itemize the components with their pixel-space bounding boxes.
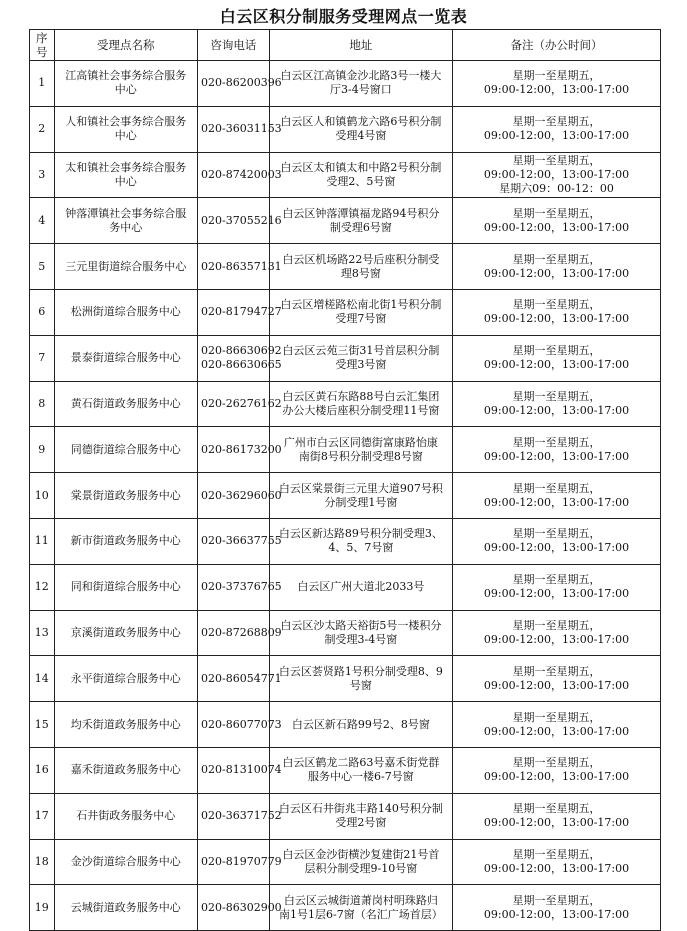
table-header-row: [30, 30, 661, 61]
cell-addr-line: 理8号窗: [340, 266, 381, 280]
cell-name: [54, 518, 197, 564]
table-row: [30, 518, 661, 564]
cell-note-line: 星期一至星期五，: [512, 847, 601, 861]
cell-tel-line: 020-86077073: [200, 717, 282, 731]
cell-tel-line: 020-87420003: [200, 167, 282, 181]
cell-addr-line: 分制受理1号窗: [324, 495, 398, 509]
cell-addr-line: 广州市白云区同德街富康路怡康: [283, 435, 438, 449]
cell-addr: [269, 885, 452, 931]
cell-note-line: 09:00-12:00，13:00-17:00: [483, 83, 630, 97]
cell-note-line: 星期一至星期五，: [512, 344, 601, 358]
header-addr: 地址: [269, 30, 452, 61]
cell-addr-line: 白云区石井街兆丰路140号积分制: [278, 802, 443, 816]
cell-addr-line: 白云区黄石东路88号白云汇集团: [282, 389, 440, 403]
cell-tel-line: 020-86054771: [200, 671, 282, 685]
cell-no: 15: [30, 702, 55, 748]
cell-note-line: 星期一至星期五，: [512, 115, 601, 129]
cell-note: [453, 702, 661, 748]
cell-no: 8: [30, 381, 55, 427]
cell-tel-line: 020-36371752: [200, 809, 282, 823]
cell-note: [453, 152, 661, 198]
cell-note-line: 星期一至星期五，: [512, 527, 601, 541]
cell-tel: [197, 702, 282, 748]
cell-addr: [269, 152, 452, 198]
cell-name: [54, 106, 197, 152]
cell-note-line: 09:00-12:00，13:00-17:00: [483, 770, 630, 784]
cell-note-line: 09:00-12:00，13:00-17:00: [483, 724, 630, 738]
cell-no: 14: [30, 656, 55, 702]
cell-note: [453, 793, 661, 839]
table-row: [30, 152, 661, 198]
table-row: [30, 564, 661, 610]
cell-name-line: 石井街政务服务中心: [76, 809, 176, 823]
cell-tel: [197, 381, 282, 427]
cell-name-line: 钟落潭镇社会事务综合服: [65, 206, 187, 220]
cell-name-line: 京溪街道政务服务中心: [70, 625, 181, 639]
cell-no: 16: [30, 747, 55, 793]
cell-note-line: 星期一至星期五，: [512, 664, 601, 678]
cell-name: [54, 656, 197, 702]
cell-note: [453, 564, 661, 610]
cell-name: [54, 152, 197, 198]
cell-name-line: 新市街道政务服务中心: [70, 534, 181, 548]
cell-note-line: 09:00-12:00，13:00-17:00: [483, 129, 630, 143]
cell-note-line: 09:00-12:00，13:00-17:00: [483, 495, 630, 509]
cell-note-line: 星期一至星期五，: [512, 153, 601, 167]
cell-addr-line: 白云区钟落潭镇福龙路94号积分: [282, 206, 440, 220]
header-name: 受理点名称: [54, 30, 197, 61]
cell-note: [453, 610, 661, 656]
cell-note-line: 09:00-12:00，13:00-17:00: [483, 678, 630, 692]
cell-addr: [269, 518, 452, 564]
cell-tel-line: 020-36637755: [200, 534, 282, 548]
cell-no: 19: [30, 885, 55, 931]
cell-no: 10: [30, 473, 55, 519]
cell-no: 3: [30, 152, 55, 198]
table-row: [30, 473, 661, 519]
table-row: [30, 381, 661, 427]
cell-addr-line: 号窗: [349, 678, 372, 692]
cell-addr: [269, 793, 452, 839]
cell-addr-line: 白云区人和镇鹤龙六路6号积分制: [280, 115, 442, 129]
cell-name-line: 务中心: [109, 220, 143, 234]
table-row: [30, 61, 661, 107]
cell-addr-line: 白云区云城街道萧岗村明珠路归: [283, 893, 438, 907]
cell-addr: [269, 564, 452, 610]
cell-addr-line: 受理4号窗: [335, 129, 387, 143]
cell-addr-line: 办公大楼后座积分制受理11号窗: [282, 403, 440, 417]
cell-note: [453, 885, 661, 931]
cell-name-line: 同德街道综合服务中心: [70, 442, 181, 456]
cell-note-line: 星期一至星期五，: [512, 710, 601, 724]
cell-name-line: 太和镇社会事务综合服务: [65, 160, 187, 174]
cell-name: [54, 747, 197, 793]
cell-tel-line: 020-36031153: [200, 122, 282, 136]
cell-note: [453, 244, 661, 290]
cell-addr-line: 厅3-4号窗口: [330, 83, 392, 97]
cell-addr-line: 白云区广州大道北2033号: [297, 580, 425, 594]
cell-tel-line: 020-81310074: [200, 763, 282, 777]
cell-note: [453, 61, 661, 107]
table-row: [30, 793, 661, 839]
cell-addr: [269, 656, 452, 702]
cell-tel-line: 020-86630665: [200, 358, 282, 372]
table-row: [30, 427, 661, 473]
cell-tel: [197, 427, 282, 473]
cell-tel: [197, 656, 282, 702]
table-row: [30, 335, 661, 381]
cell-name-line: 三元里街道综合服务中心: [65, 259, 187, 273]
cell-note-line: 09:00-12:00，13:00-17:00: [483, 449, 630, 463]
cell-note-line: 09:00-12:00，13:00-17:00: [483, 220, 630, 234]
table-row: [30, 244, 661, 290]
cell-addr: [269, 610, 452, 656]
cell-name: [54, 610, 197, 656]
cell-addr-line: 白云区鹤龙二路63号嘉禾街党群: [282, 756, 440, 770]
cell-tel: [197, 106, 282, 152]
cell-addr: [269, 427, 452, 473]
cell-tel-line: 020-86357131: [200, 259, 282, 273]
cell-tel-line: 020-36296060: [200, 488, 282, 502]
cell-no: 13: [30, 610, 55, 656]
cell-name: [54, 427, 197, 473]
cell-note: [453, 747, 661, 793]
cell-tel: [197, 518, 282, 564]
header-tel: 咨询电话: [197, 30, 269, 61]
cell-addr-line: 白云区增槎路松南北街1号积分制: [280, 298, 442, 312]
cell-addr: [269, 106, 452, 152]
cell-name-line: 人和镇社会事务综合服务: [65, 115, 187, 129]
cell-name: [54, 335, 197, 381]
cell-tel: [197, 335, 282, 381]
cell-addr-line: 白云区江高镇金沙北路3号一楼大: [280, 69, 442, 83]
cell-no: 12: [30, 564, 55, 610]
cell-addr-line: 受理2号窗: [335, 816, 387, 830]
cell-note: [453, 518, 661, 564]
cell-note-line: 09:00-12:00，13:00-17:00: [483, 632, 630, 646]
table-row: [30, 656, 661, 702]
cell-tel: [197, 747, 282, 793]
cell-note: [453, 381, 661, 427]
cell-note-line: 09:00-12:00，13:00-17:00: [483, 266, 630, 280]
cell-note-line: 星期一至星期五，: [512, 435, 601, 449]
cell-addr-line: 4、5、7号窗: [328, 541, 394, 555]
cell-tel-line: 020-37376765: [200, 580, 282, 594]
cell-note-line: 星期一至星期五，: [512, 573, 601, 587]
cell-note-line: 星期一至星期五，: [512, 756, 601, 770]
cell-note-line: 星期一至星期五，: [512, 481, 601, 495]
cell-note-line: 星期一至星期五，: [512, 618, 601, 632]
cell-note: [453, 289, 661, 335]
cell-name: [54, 198, 197, 244]
cell-name-line: 均禾街道政务服务中心: [70, 717, 181, 731]
cell-name-line: 江高镇社会事务综合服务: [65, 69, 187, 83]
cell-addr-line: 白云区沙太路天裕街5号一楼积分: [280, 618, 442, 632]
cell-tel: [197, 793, 282, 839]
cell-name: [54, 564, 197, 610]
cell-addr-line: 服务中心一楼6-7号窗: [308, 770, 414, 784]
cell-addr: [269, 244, 452, 290]
cell-addr-line: 白云区太和镇太和中路2号积分制: [280, 160, 442, 174]
cell-name: [54, 793, 197, 839]
header-note: 备注（办公时间）: [453, 30, 661, 61]
cell-name-line: 嘉禾街道政务服务中心: [70, 763, 181, 777]
cell-name-line: 同和街道综合服务中心: [70, 580, 181, 594]
cell-addr-line: 白云区机场路22号后座积分制受: [282, 252, 440, 266]
cell-name-line: 棠景街道政务服务中心: [70, 488, 181, 502]
cell-name: [54, 289, 197, 335]
cell-name-line: 中心: [114, 174, 137, 188]
cell-note-line: 星期一至星期五，: [512, 69, 601, 83]
cell-addr: [269, 702, 452, 748]
cell-tel: [197, 61, 282, 107]
cell-no: 1: [30, 61, 55, 107]
cell-tel-line: 020-37055216: [200, 213, 282, 227]
cell-tel: [197, 198, 282, 244]
cell-note-line: 09:00-12:00，13:00-17:00: [483, 358, 630, 372]
cell-note-line: 星期一至星期五，: [512, 206, 601, 220]
cell-addr-line: 南街8号积分制受理8号窗: [298, 449, 423, 463]
cell-addr: [269, 747, 452, 793]
cell-tel-line: 020-87268809: [200, 625, 282, 639]
cell-addr-line: 白云区新达路89号积分制受理3、: [278, 527, 443, 541]
cell-note-line: 09:00-12:00，13:00-17:00: [483, 312, 630, 326]
cell-addr-line: 白云区棠景街三元里大道907号积: [278, 481, 443, 495]
cell-addr: [269, 381, 452, 427]
cell-no: 5: [30, 244, 55, 290]
table-row: [30, 198, 661, 244]
cell-no: 6: [30, 289, 55, 335]
cell-note: [453, 656, 661, 702]
cell-name-line: 金沙街道综合服务中心: [70, 854, 181, 868]
table-row: [30, 702, 661, 748]
table-row: [30, 747, 661, 793]
cell-tel-line: 020-81970779: [200, 854, 282, 868]
table-row: [30, 106, 661, 152]
cell-no: 18: [30, 839, 55, 885]
header-no: 序号: [30, 30, 55, 61]
cell-tel: [197, 289, 282, 335]
cell-no: 9: [30, 427, 55, 473]
cell-note-line: 09:00-12:00，13:00-17:00: [483, 403, 630, 417]
cell-note-line: 09:00-12:00，13:00-17:00: [483, 907, 630, 921]
cell-tel-line: 020-81794727: [200, 305, 282, 319]
cell-addr-line: 制受理6号窗: [329, 220, 392, 234]
cell-addr: [269, 61, 452, 107]
cell-note-line: 星期一至星期五，: [512, 389, 601, 403]
cell-no: 11: [30, 518, 55, 564]
cell-name: [54, 473, 197, 519]
cell-addr: [269, 839, 452, 885]
cell-name-line: 中心: [114, 129, 137, 143]
cell-name: [54, 381, 197, 427]
table-body: [30, 61, 661, 931]
cell-tel: [197, 610, 282, 656]
cell-tel-line: 020-86200396: [200, 76, 282, 90]
cell-addr-line: 南1号1层6-7窗（名汇广场首层）: [279, 907, 443, 921]
cell-tel: [197, 885, 282, 931]
cell-note: [453, 839, 661, 885]
cell-tel-line: 020-86173200: [200, 442, 282, 456]
cell-addr-line: 层积分制受理9-10号窗: [304, 861, 418, 875]
cell-name-line: 云城街道政务服务中心: [70, 900, 181, 914]
cell-name-line: 永平街道综合服务中心: [70, 671, 181, 685]
cell-addr-line: 白云区新石路99号2、8号窗: [291, 717, 430, 731]
cell-tel-line: 020-86630692: [200, 344, 282, 358]
cell-note: [453, 427, 661, 473]
cell-addr-line: 受理2、5号窗: [326, 174, 396, 188]
cell-name-line: 景泰街道综合服务中心: [70, 351, 181, 365]
cell-addr-line: 白云区云苑三街31号首层积分制: [282, 344, 440, 358]
cell-name-line: 中心: [114, 83, 137, 97]
cell-name-line: 松洲街道综合服务中心: [70, 305, 181, 319]
cell-no: 7: [30, 335, 55, 381]
cell-note-line: 09:00-12:00，13:00-17:00: [483, 541, 630, 555]
cell-addr-line: 白云区荟贤路1号积分制受理8、9: [278, 664, 443, 678]
table-row: [30, 885, 661, 931]
cell-note-line: 09:00-12:00，13:00-17:00: [483, 816, 630, 830]
cell-note-line: 星期一至星期五，: [512, 298, 601, 312]
cell-note: [453, 473, 661, 519]
cell-addr-line: 制受理3-4号窗: [324, 632, 398, 646]
cell-tel: [197, 244, 282, 290]
cell-addr-line: 受理3号窗: [335, 358, 387, 372]
cell-tel: [197, 564, 282, 610]
cell-tel: [197, 473, 282, 519]
cell-name: [54, 61, 197, 107]
cell-note: [453, 198, 661, 244]
cell-name-line: 黄石街道政务服务中心: [70, 396, 181, 410]
cell-note: [453, 335, 661, 381]
cell-addr: [269, 198, 452, 244]
cell-tel: [197, 152, 282, 198]
page-title: 白云区积分制服务受理网点一览表: [219, 7, 468, 26]
cell-name: [54, 839, 197, 885]
cell-no: 17: [30, 793, 55, 839]
cell-addr: [269, 335, 452, 381]
cell-addr-line: 受理7号窗: [335, 312, 387, 326]
cell-name: [54, 885, 197, 931]
table-row: [30, 839, 661, 885]
service-points-table: [29, 29, 661, 931]
cell-no: 2: [30, 106, 55, 152]
cell-note: [453, 106, 661, 152]
cell-note-line: 09:00-12:00，13:00-17:00: [483, 167, 630, 181]
table-row: [30, 289, 661, 335]
table-row: [30, 610, 661, 656]
cell-note-line: 星期一至星期五，: [512, 802, 601, 816]
cell-tel-line: 020-26276162: [200, 396, 282, 410]
cell-addr: [269, 289, 452, 335]
cell-name: [54, 244, 197, 290]
cell-addr: [269, 473, 452, 519]
cell-note-line: 星期一至星期五，: [512, 893, 601, 907]
cell-tel: [197, 839, 282, 885]
cell-no: 4: [30, 198, 55, 244]
cell-name: [54, 702, 197, 748]
cell-tel-line: 020-86302900: [200, 900, 282, 914]
cell-note-line: 09:00-12:00，13:00-17:00: [483, 861, 630, 875]
cell-note-line: 09:00-12:00，13:00-17:00: [483, 587, 630, 601]
cell-addr-line: 白云区金沙街横沙复建街21号首: [282, 847, 440, 861]
cell-note-line: 星期一至星期五，: [512, 252, 601, 266]
cell-note-line: 星期六09：00-12：00: [499, 181, 614, 195]
